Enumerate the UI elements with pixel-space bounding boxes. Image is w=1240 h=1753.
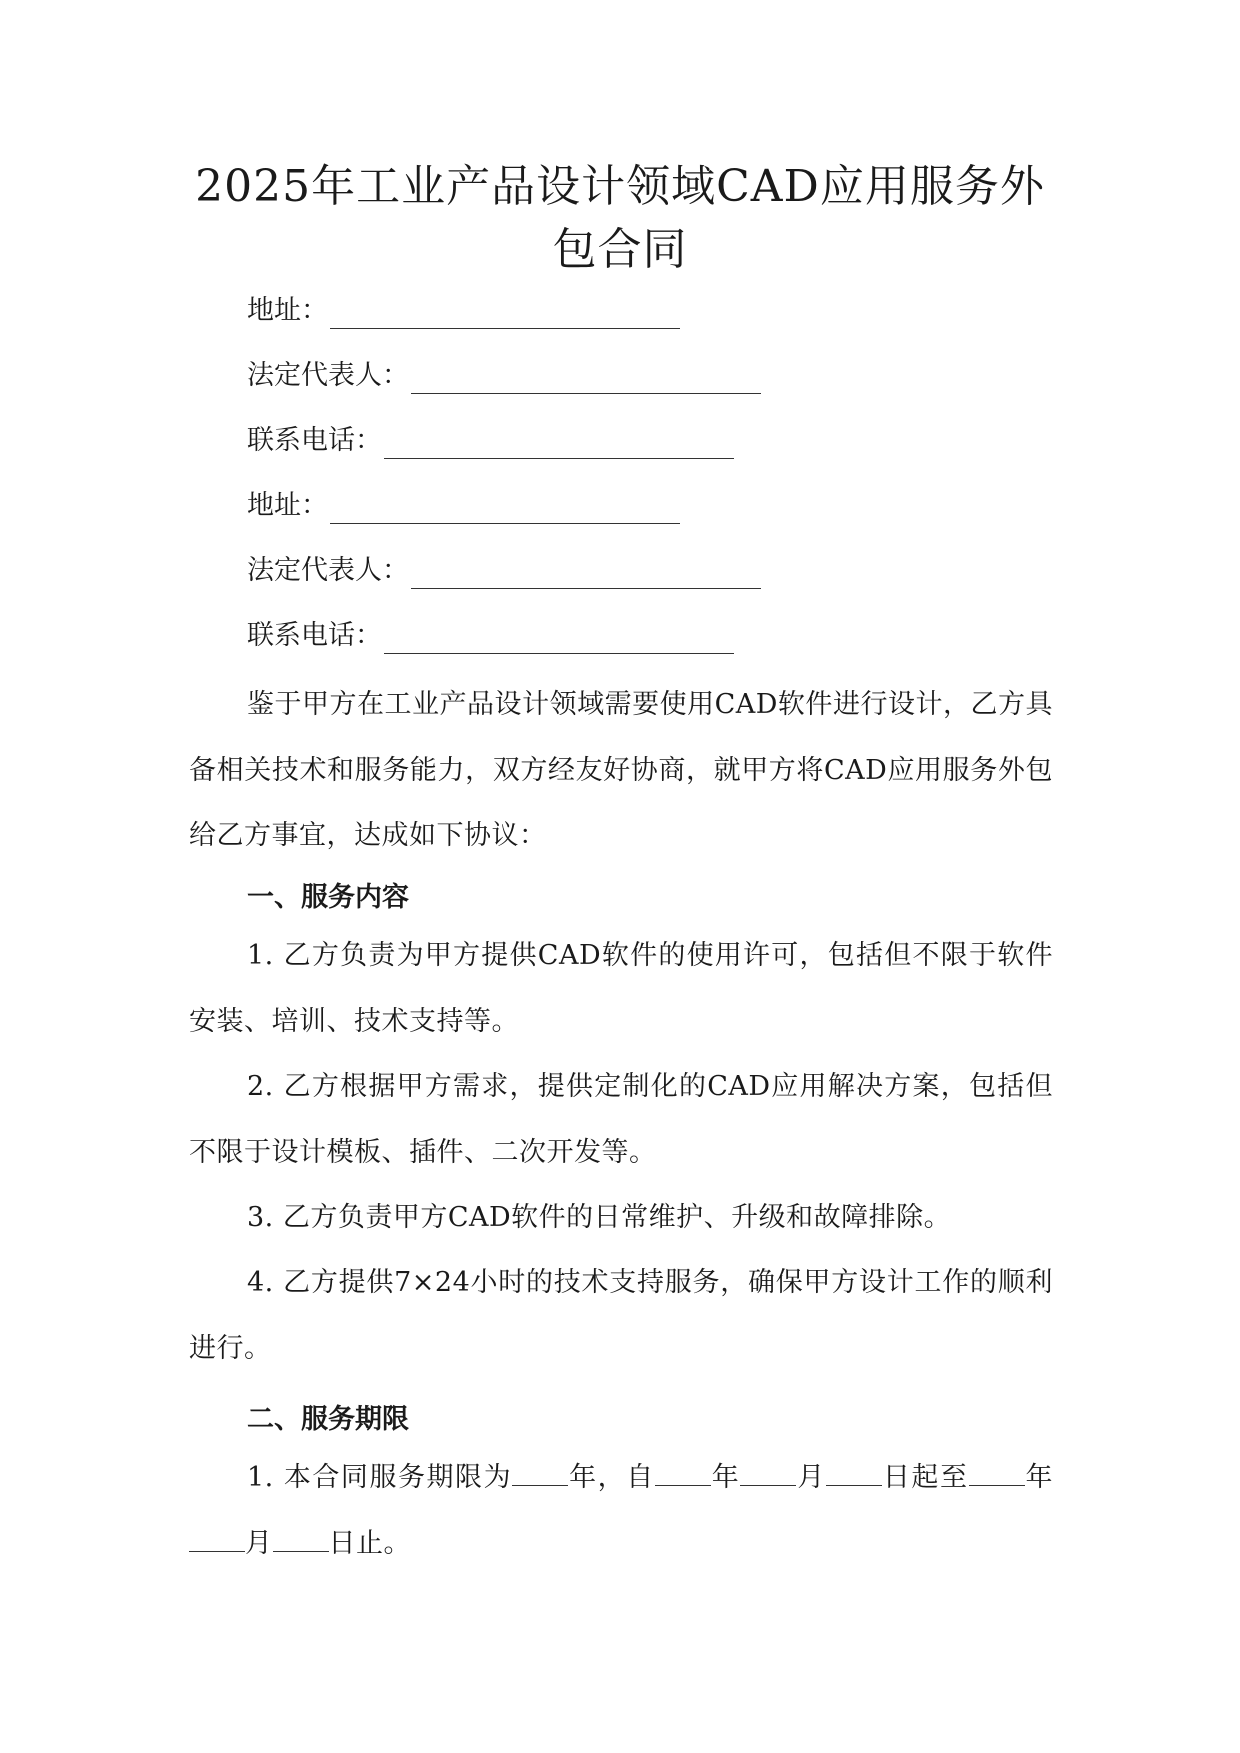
party-b-rep-field	[247, 553, 761, 589]
term-text-4: 月	[796, 1462, 826, 1493]
party-a-address-field	[247, 293, 680, 329]
party-b-rep-label: 法定代表人：	[247, 555, 409, 586]
party-b-phone-label: 联系电话：	[247, 620, 382, 651]
section-1-item-3: 3. 乙方负责甲方CAD软件的日常维护、升级和故障排除。	[247, 1202, 952, 1233]
term-text-3: 年	[710, 1462, 741, 1493]
party-b-phone-blank[interactable]	[384, 623, 734, 654]
term-years-blank[interactable]	[512, 1459, 568, 1486]
party-a-address-label: 地址：	[247, 295, 328, 326]
contract-title-line-2: 包合同	[552, 224, 688, 275]
section-1-heading: 一、服务内容	[247, 882, 409, 913]
preamble-paragraph: 鉴于甲方在工业产品设计领域需要使用CAD软件进行设计，乙方具备相关技术和服务能力，双方经友好协商，就甲方将CAD应用服务外包给乙方事宜，达成如下协议：	[189, 689, 1053, 851]
end-year-blank[interactable]	[969, 1459, 1025, 1486]
term-text-5: 日起至	[881, 1462, 969, 1493]
end-month-blank[interactable]	[189, 1525, 245, 1552]
party-b-address-label: 地址：	[247, 490, 328, 521]
term-text-2: 年，自	[568, 1462, 655, 1493]
start-month-blank[interactable]	[740, 1459, 796, 1486]
party-b-rep-blank[interactable]	[411, 558, 761, 589]
term-text-8: 日止。	[328, 1527, 411, 1559]
section-2-heading: 二、服务期限	[247, 1404, 409, 1435]
party-a-rep-label: 法定代表人：	[247, 360, 409, 391]
party-a-phone-label: 联系电话：	[247, 425, 382, 456]
section-1-item-4: 4. 乙方提供7×24小时的技术支持服务，确保甲方设计工作的顺利进行。	[189, 1267, 1053, 1364]
party-a-rep-field	[247, 358, 761, 394]
term-text-6: 年	[1024, 1462, 1054, 1493]
party-a-address-blank[interactable]	[330, 298, 680, 329]
start-year-blank[interactable]	[655, 1459, 711, 1486]
section-2-item-1	[189, 1445, 1053, 1576]
party-b-phone-field	[247, 618, 734, 654]
end-day-blank[interactable]	[273, 1525, 329, 1552]
contract-title-line-1: 2025年工业产品设计领域CAD应用服务外	[195, 161, 1045, 212]
start-day-blank[interactable]	[826, 1459, 882, 1486]
party-a-rep-blank[interactable]	[411, 363, 761, 394]
term-text-1: 1. 本合同服务期限为	[247, 1462, 513, 1493]
party-a-phone-blank[interactable]	[384, 428, 734, 459]
party-b-address-field	[247, 488, 680, 524]
term-text-7: 月	[245, 1527, 273, 1559]
section-1-item-1: 1. 乙方负责为甲方提供CAD软件的使用许可，包括但不限于软件安装、培训、技术支持等。	[189, 940, 1053, 1037]
party-a-phone-field	[247, 423, 734, 459]
section-1-item-2: 2. 乙方根据甲方需求，提供定制化的CAD应用解决方案，包括但不限于设计模板、插件、二次开发等。	[189, 1071, 1053, 1168]
party-b-address-blank[interactable]	[330, 493, 680, 524]
